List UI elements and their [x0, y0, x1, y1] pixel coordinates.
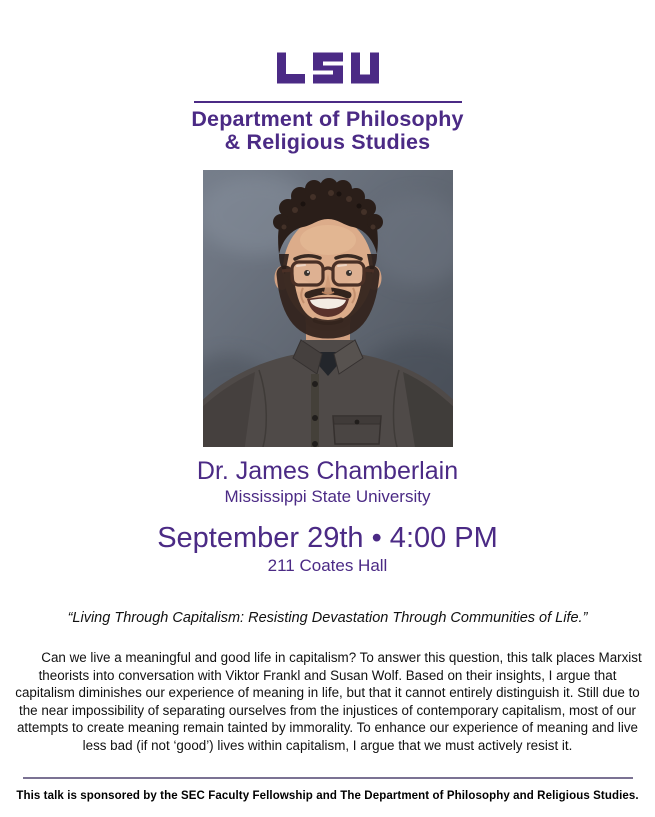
- event-date-time: September 29th • 4:00 PM: [157, 522, 498, 554]
- sponsor-note: This talk is sponsored by the SEC Faculty Fellowship and The Department of Philosophy and Religious Studies.: [16, 790, 639, 802]
- flyer-header: [0, 0, 655, 154]
- speaker-name: Dr. James Chamberlain: [196, 457, 459, 485]
- speaker-affiliation: Mississippi State University: [224, 487, 431, 506]
- talk-title: “Living Through Capitalism: Resisting Devastation Through Communities of Life.”: [67, 610, 588, 626]
- department-title: [0, 108, 655, 154]
- speaker-portrait-image: [203, 170, 453, 447]
- lsu-logo-icon: [275, 52, 381, 84]
- department-title-line1: Department of Philosophy: [191, 107, 464, 131]
- talk-abstract: Can we live a meaningful and good life in capitalism? To answer this question, this talk places Marxist theorists into conversation with Viktor Frankl and Susan Wolf. Based on their insights, I argue that capitalism diminishes our experience of meaning in life, but that it cannot entirely distinguish it. Still due to the near impossibility of separating ourselves from the injustices of contemporary capitalism, most of our attempts to create meaning remain tainted by immorality. To enhance our experience of meaning and live less bad (if not ‘good’) lives within capitalism, I argue that we must actively resist it.: [15, 650, 642, 753]
- department-title-line2: & Religious Studies: [224, 130, 431, 154]
- header-divider: [194, 101, 462, 103]
- footer-divider: [23, 777, 633, 779]
- event-location: 211 Coates Hall: [267, 556, 388, 575]
- speaker-portrait: [203, 170, 453, 447]
